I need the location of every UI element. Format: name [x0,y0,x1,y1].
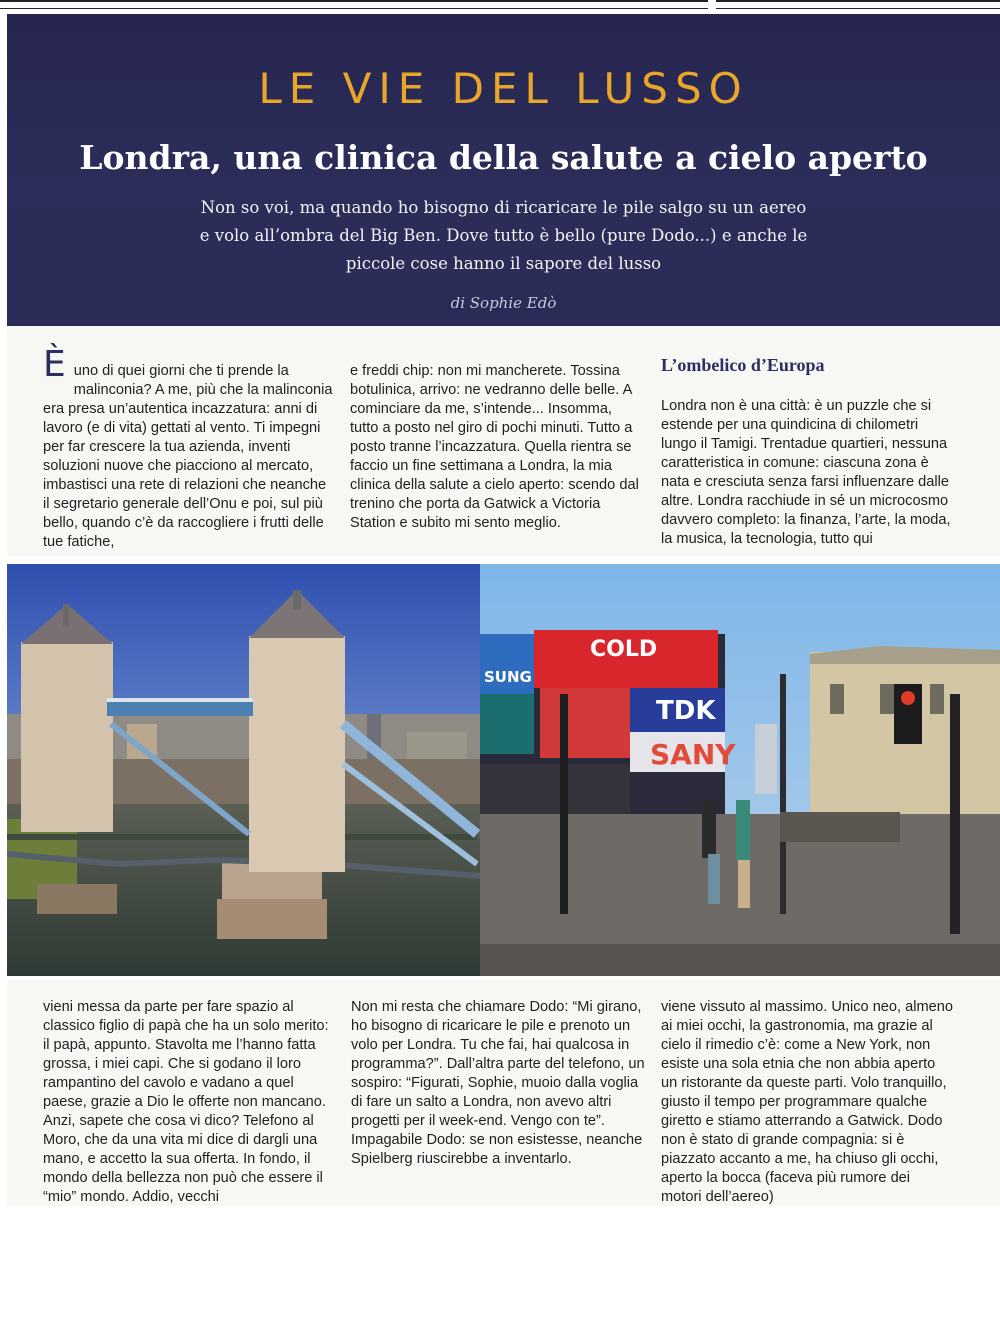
column-text: uno di quei giorni che ti prende la malinconia? A me, più che la malinconia era presa un’autentica incazzatura: anni di lavoro (e di vita) gettati al vento. Ti impegni per far crescere la tua azienda, inventi soluzioni nuove che piacciono al mercato, imbastisci una rete di relazioni che neanche il segretario generale dell’Onu e poi, sul più bello, quando c’è da raccogliere i frutti delle tue fatiche, [43,363,333,550]
section-subhead: L’ombelico d’Europa [661,355,825,375]
bottom-column-2 [351,998,647,1169]
article-headline: Londra, una clinica della salute a cielo aperto [79,138,928,177]
billboard-samsung-text: SUNG [484,668,532,686]
tower-bridge-illustration [7,564,480,976]
scan-edge-right [716,0,1000,9]
column-text: Londra non è una città: è un puzzle che si estende per una quindicina di chilometri lungo il Tamigi. Trentadue quartieri, nessuna caratteristica in comune: ciascuna zona è nata e cresciuta senza farsi influenzare dalle altre. Londra racchiude in sé un microcosmo davvero completo: la finanza, l’arte, la moda, la musica, la tecnologia, tutto qui [661,398,951,547]
column-text: viene vissuto al massimo. Unico neo, almeno ai miei occhi, la gastronomia, ma grazie al cielo il rimedio c’è: come a New York, non esiste una sola etnia che non abbia aperto un ristorante da queste parti. Volo tranquillo, giusto il tempo per programmare qualche giretto e stiamo atterrando a Gatwick. Dodo non è stato di grande compagnia: si è piazzato accanto a me, ha chiuso gli occhi, aperto la bocca (faceva più rumore dei motori dell’aereo) [661,999,954,1205]
top-column-3 [661,356,953,549]
bottom-column-3 [661,998,953,1207]
article-deck: Non so voi, ma quando ho bisogno di ricaricare le pile salgo su un aereo e volo all’ombra del Big Ben. Dove tutto è bello (pure Dodo...) e anche le piccole cose hanno il sapore del lusso [199,198,808,273]
article-header [7,14,1000,326]
top-column-2 [350,362,640,533]
billboard-coke-text: COLD [590,637,658,662]
piccadilly-photo [480,564,1000,976]
column-text: vieni messa da parte per fare spazio al classico figlio di papà che ha un solo merito: il papà, appunto. Stavolta me l’hanno fatta grossa, i miei capi. Che si godano il loro rampantino del cavolo e vadano a quel paese, grazie a Dio le offerte non mancano. Anzi, sapete che cosa vi dico? Telefono al Moro, che da una vita mi dice di dargli una mano, e accetto la sua offerta. In fondo, il mondo della bellezza non può che essere il “mio” mondo. Addio, vecchi [43,999,329,1205]
scan-edge-left [0,0,708,9]
top-column-1 [43,344,335,552]
billboard-sanyo-text: SANY [650,738,736,771]
bottom-column-1 [43,998,335,1207]
billboard-tdk-text: TDK [656,696,716,726]
drop-cap: È [43,344,66,385]
article-byline: di Sophie Edò [450,294,557,312]
column-text: e freddi chip: non mi mancherete. Tossina botulinica, arrivo: ne vedranno delle belle. A cominciare da me, s’intende... Insomma, tutto a posto nel giro di pochi minuti. Tutto a posto tranne l’incazzatura. Quella rientra se faccio un fine settimana a Londra, la mia clinica della salute a cielo aperto: scendo dal trenino che porta da Gatwick a Victoria Station e subito mi sento meglio. [350,363,639,531]
column-text: Non mi resta che chiamare Dodo: “Mi girano, ho bisogno di ricaricare le pile e prenoto un volo per Londra. Tu che fai, hai qualcosa in programma?”. Dall’altra parte del telefono, un sospiro: “Figurati, Sophie, muoio dalla voglia di fare un salto a Londra, non avevo altri progetti per il week-end. Vengo con te”. Impagabile Dodo: se non esistesse, neanche Spielberg riuscirebbe a inventarlo. [351,999,645,1167]
tower-bridge-photo [7,564,480,976]
section-rubric: LE VIE DEL LUSSO [258,64,749,113]
piccadilly-illustration [480,564,1000,976]
photo-strip [7,564,1000,976]
